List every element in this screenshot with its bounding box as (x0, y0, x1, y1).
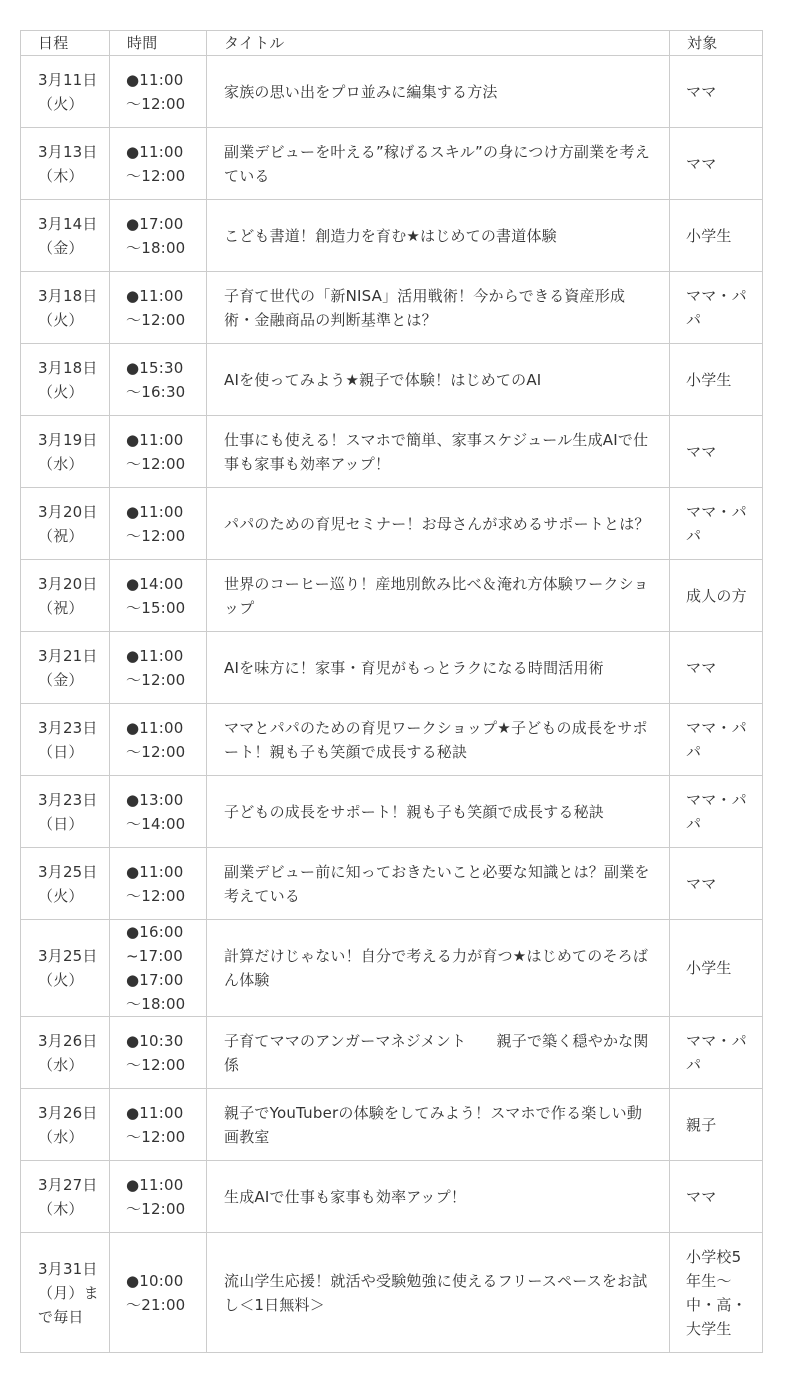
event-title: 子育てママのアンガーマネジメント 親子で築く穏やかな関係 (207, 1017, 670, 1089)
event-date (21, 416, 110, 488)
event-date-text: 3月26日（水） (38, 1103, 98, 1146)
event-time (110, 920, 207, 1017)
event-title: 仕事にも使える！スマホで簡単、家事スケジュール生成AIで仕事も家事も効率アップ！ (207, 416, 670, 488)
event-time (110, 200, 207, 272)
event-target: 小学校5年生～中・高・大学生 (670, 1233, 763, 1353)
time-end: ～18:00 (126, 238, 186, 257)
header-target: 対象 (670, 31, 763, 56)
table-row (21, 200, 763, 272)
time-start-2: ●17:00 (126, 971, 184, 989)
event-date (21, 704, 110, 776)
event-target: ママ・パパ (670, 776, 763, 848)
table-row (21, 704, 763, 776)
table-row (21, 1017, 763, 1089)
time-end: ～12:00 (126, 526, 186, 545)
time-start: ●11:00 (126, 286, 184, 305)
time-start: ●11:00 (126, 1103, 184, 1122)
event-target: 小学生 (670, 344, 763, 416)
event-target: 成人の方 (670, 560, 763, 632)
event-date (21, 344, 110, 416)
time-start: ●15:30 (126, 358, 184, 377)
event-date (21, 632, 110, 704)
time-end: ～15:00 (126, 598, 186, 617)
time-start: ●11:00 (126, 862, 184, 881)
time-start: ●10:30 (126, 1031, 184, 1050)
event-target: ママ・パパ (670, 704, 763, 776)
event-title: 子育て世代の「新NISA」活用戦術！今からできる資産形成術・金融商品の判断基準とは？ (207, 272, 670, 344)
table-row (21, 1161, 763, 1233)
event-date-text: 3月25日（火） (38, 947, 98, 989)
table-row (21, 56, 763, 128)
event-title: 世界のコーヒー巡り！産地別飲み比べ＆淹れ方体験ワークショップ (207, 560, 670, 632)
event-date (21, 272, 110, 344)
event-date-text: 3月25日（火） (38, 862, 98, 905)
event-title: 副業デビューを叶える”稼げるスキル”の身につけ方副業を考えている (207, 128, 670, 200)
time-end: ～12:00 (126, 1127, 186, 1146)
table-row (21, 488, 763, 560)
time-start: ●16:00 (126, 923, 184, 941)
time-end-2: ～18:00 (126, 995, 186, 1013)
event-target: ママ (670, 128, 763, 200)
event-title: 生成AIで仕事も家事も効率アップ！ (207, 1161, 670, 1233)
time-start: ●11:00 (126, 646, 184, 665)
time-end: ～12:00 (126, 454, 186, 473)
event-target: ママ・パパ (670, 1017, 763, 1089)
time-start: ●11:00 (126, 1175, 184, 1194)
time-start: ●17:00 (126, 214, 184, 233)
event-title: AIを味方に！家事・育児がもっとラクになる時間活用術 (207, 632, 670, 704)
table-row (21, 776, 763, 848)
event-time (110, 776, 207, 848)
time-end: ～12:00 (126, 670, 186, 689)
event-time (110, 560, 207, 632)
event-title: パパのための育児セミナー！お母さんが求めるサポートとは？ (207, 488, 670, 560)
table-row (21, 920, 763, 1017)
time-start: ●11:00 (126, 718, 184, 737)
event-title: 計算だけじゃない！自分で考える力が育つ★はじめてのそろばん体験 (207, 920, 670, 1017)
header-title: タイトル (207, 31, 670, 56)
time-end: ～12:00 (126, 742, 186, 761)
table-row (21, 272, 763, 344)
event-date (21, 1017, 110, 1089)
table-row (21, 1233, 763, 1353)
time-start: ●11:00 (126, 142, 184, 161)
event-title: ママとパパのための育児ワークショップ★子どもの成長をサポート！親も子も笑顔で成長する秘訣 (207, 704, 670, 776)
event-date (21, 1161, 110, 1233)
table-row (21, 560, 763, 632)
event-target: ママ (670, 1161, 763, 1233)
time-start: ●10:00 (126, 1271, 184, 1290)
event-time (110, 1017, 207, 1089)
event-date-text: 3月23日（日） (38, 718, 98, 761)
event-time (110, 488, 207, 560)
table-row (21, 128, 763, 200)
event-date (21, 56, 110, 128)
event-date-text: 3月23日（日） (38, 790, 98, 833)
event-date-text: 3月13日（木） (38, 142, 98, 185)
time-end: ～16:30 (126, 382, 186, 401)
time-start: ●11:00 (126, 430, 184, 449)
table-row (21, 1089, 763, 1161)
event-title: AIを使ってみよう★親子で体験！はじめてのAI (207, 344, 670, 416)
event-time (110, 56, 207, 128)
event-date-text: 3月11日（火） (38, 70, 98, 113)
time-start: ●11:00 (126, 502, 184, 521)
table-row (21, 416, 763, 488)
event-time (110, 704, 207, 776)
time-end: ～12:00 (126, 886, 186, 905)
event-date (21, 776, 110, 848)
event-date-text: 3月20日（祝） (38, 574, 98, 617)
event-time (110, 128, 207, 200)
event-date (21, 1089, 110, 1161)
time-end: ～12:00 (126, 94, 186, 113)
event-schedule-table (20, 30, 763, 1353)
event-target: ママ (670, 416, 763, 488)
event-date (21, 128, 110, 200)
event-title: 副業デビュー前に知っておきたいこと必要な知識とは？副業を考えている (207, 848, 670, 920)
event-time (110, 1089, 207, 1161)
event-date-text: 3月26日（水） (38, 1031, 98, 1074)
event-date (21, 200, 110, 272)
time-start: ●11:00 (126, 70, 184, 89)
event-time (110, 344, 207, 416)
event-title: 家族の思い出をプロ並みに編集する方法 (207, 56, 670, 128)
event-date (21, 848, 110, 920)
event-date-text: 3月19日（水） (38, 430, 98, 473)
header-date: 日程 (21, 31, 110, 56)
event-target: ママ (670, 56, 763, 128)
event-title: 親子でYouTuberの体験をしてみよう！スマホで作る楽しい動画教室 (207, 1089, 670, 1161)
header-row (21, 31, 763, 56)
event-date-text: 3月18日（火） (38, 286, 98, 329)
event-date-text: 3月21日（金） (38, 646, 98, 689)
event-target: ママ (670, 848, 763, 920)
event-date-text: 3月27日（木） (38, 1175, 98, 1218)
event-time (110, 848, 207, 920)
event-title: 子どもの成長をサポート！親も子も笑顔で成長する秘訣 (207, 776, 670, 848)
time-end: ～21:00 (126, 1295, 186, 1314)
event-title: こども書道！創造力を育む★はじめての書道体験 (207, 200, 670, 272)
time-end: ～12:00 (126, 1055, 186, 1074)
header-time: 時間 (110, 31, 207, 56)
event-time (110, 1161, 207, 1233)
event-date (21, 560, 110, 632)
time-end: ～14:00 (126, 814, 186, 833)
table-row (21, 344, 763, 416)
event-target: 親子 (670, 1089, 763, 1161)
table-row (21, 848, 763, 920)
event-time (110, 1233, 207, 1353)
event-date (21, 488, 110, 560)
event-date-text: 3月31日（月）まで毎日 (38, 1259, 99, 1326)
time-end: ～12:00 (126, 310, 186, 329)
event-date (21, 1233, 110, 1353)
time-end: ～12:00 (126, 166, 186, 185)
table-row (21, 632, 763, 704)
event-time (110, 632, 207, 704)
event-date-text: 3月20日（祝） (38, 502, 98, 545)
time-end: ~17:00 (126, 947, 183, 965)
time-start: ●14:00 (126, 574, 184, 593)
event-date-text: 3月14日（金） (38, 214, 98, 257)
event-target: ママ・パパ (670, 488, 763, 560)
event-target: 小学生 (670, 200, 763, 272)
event-date (21, 920, 110, 1017)
event-target: ママ・パパ (670, 272, 763, 344)
event-time (110, 416, 207, 488)
event-time (110, 272, 207, 344)
event-target: ママ (670, 632, 763, 704)
event-target: 小学生 (670, 920, 763, 1017)
event-date-text: 3月18日（火） (38, 358, 98, 401)
time-end: ～12:00 (126, 1199, 186, 1218)
event-title: 流山学生応援！就活や受験勉強に使えるフリースペースをお試し＜1日無料＞ (207, 1233, 670, 1353)
time-start: ●13:00 (126, 790, 184, 809)
